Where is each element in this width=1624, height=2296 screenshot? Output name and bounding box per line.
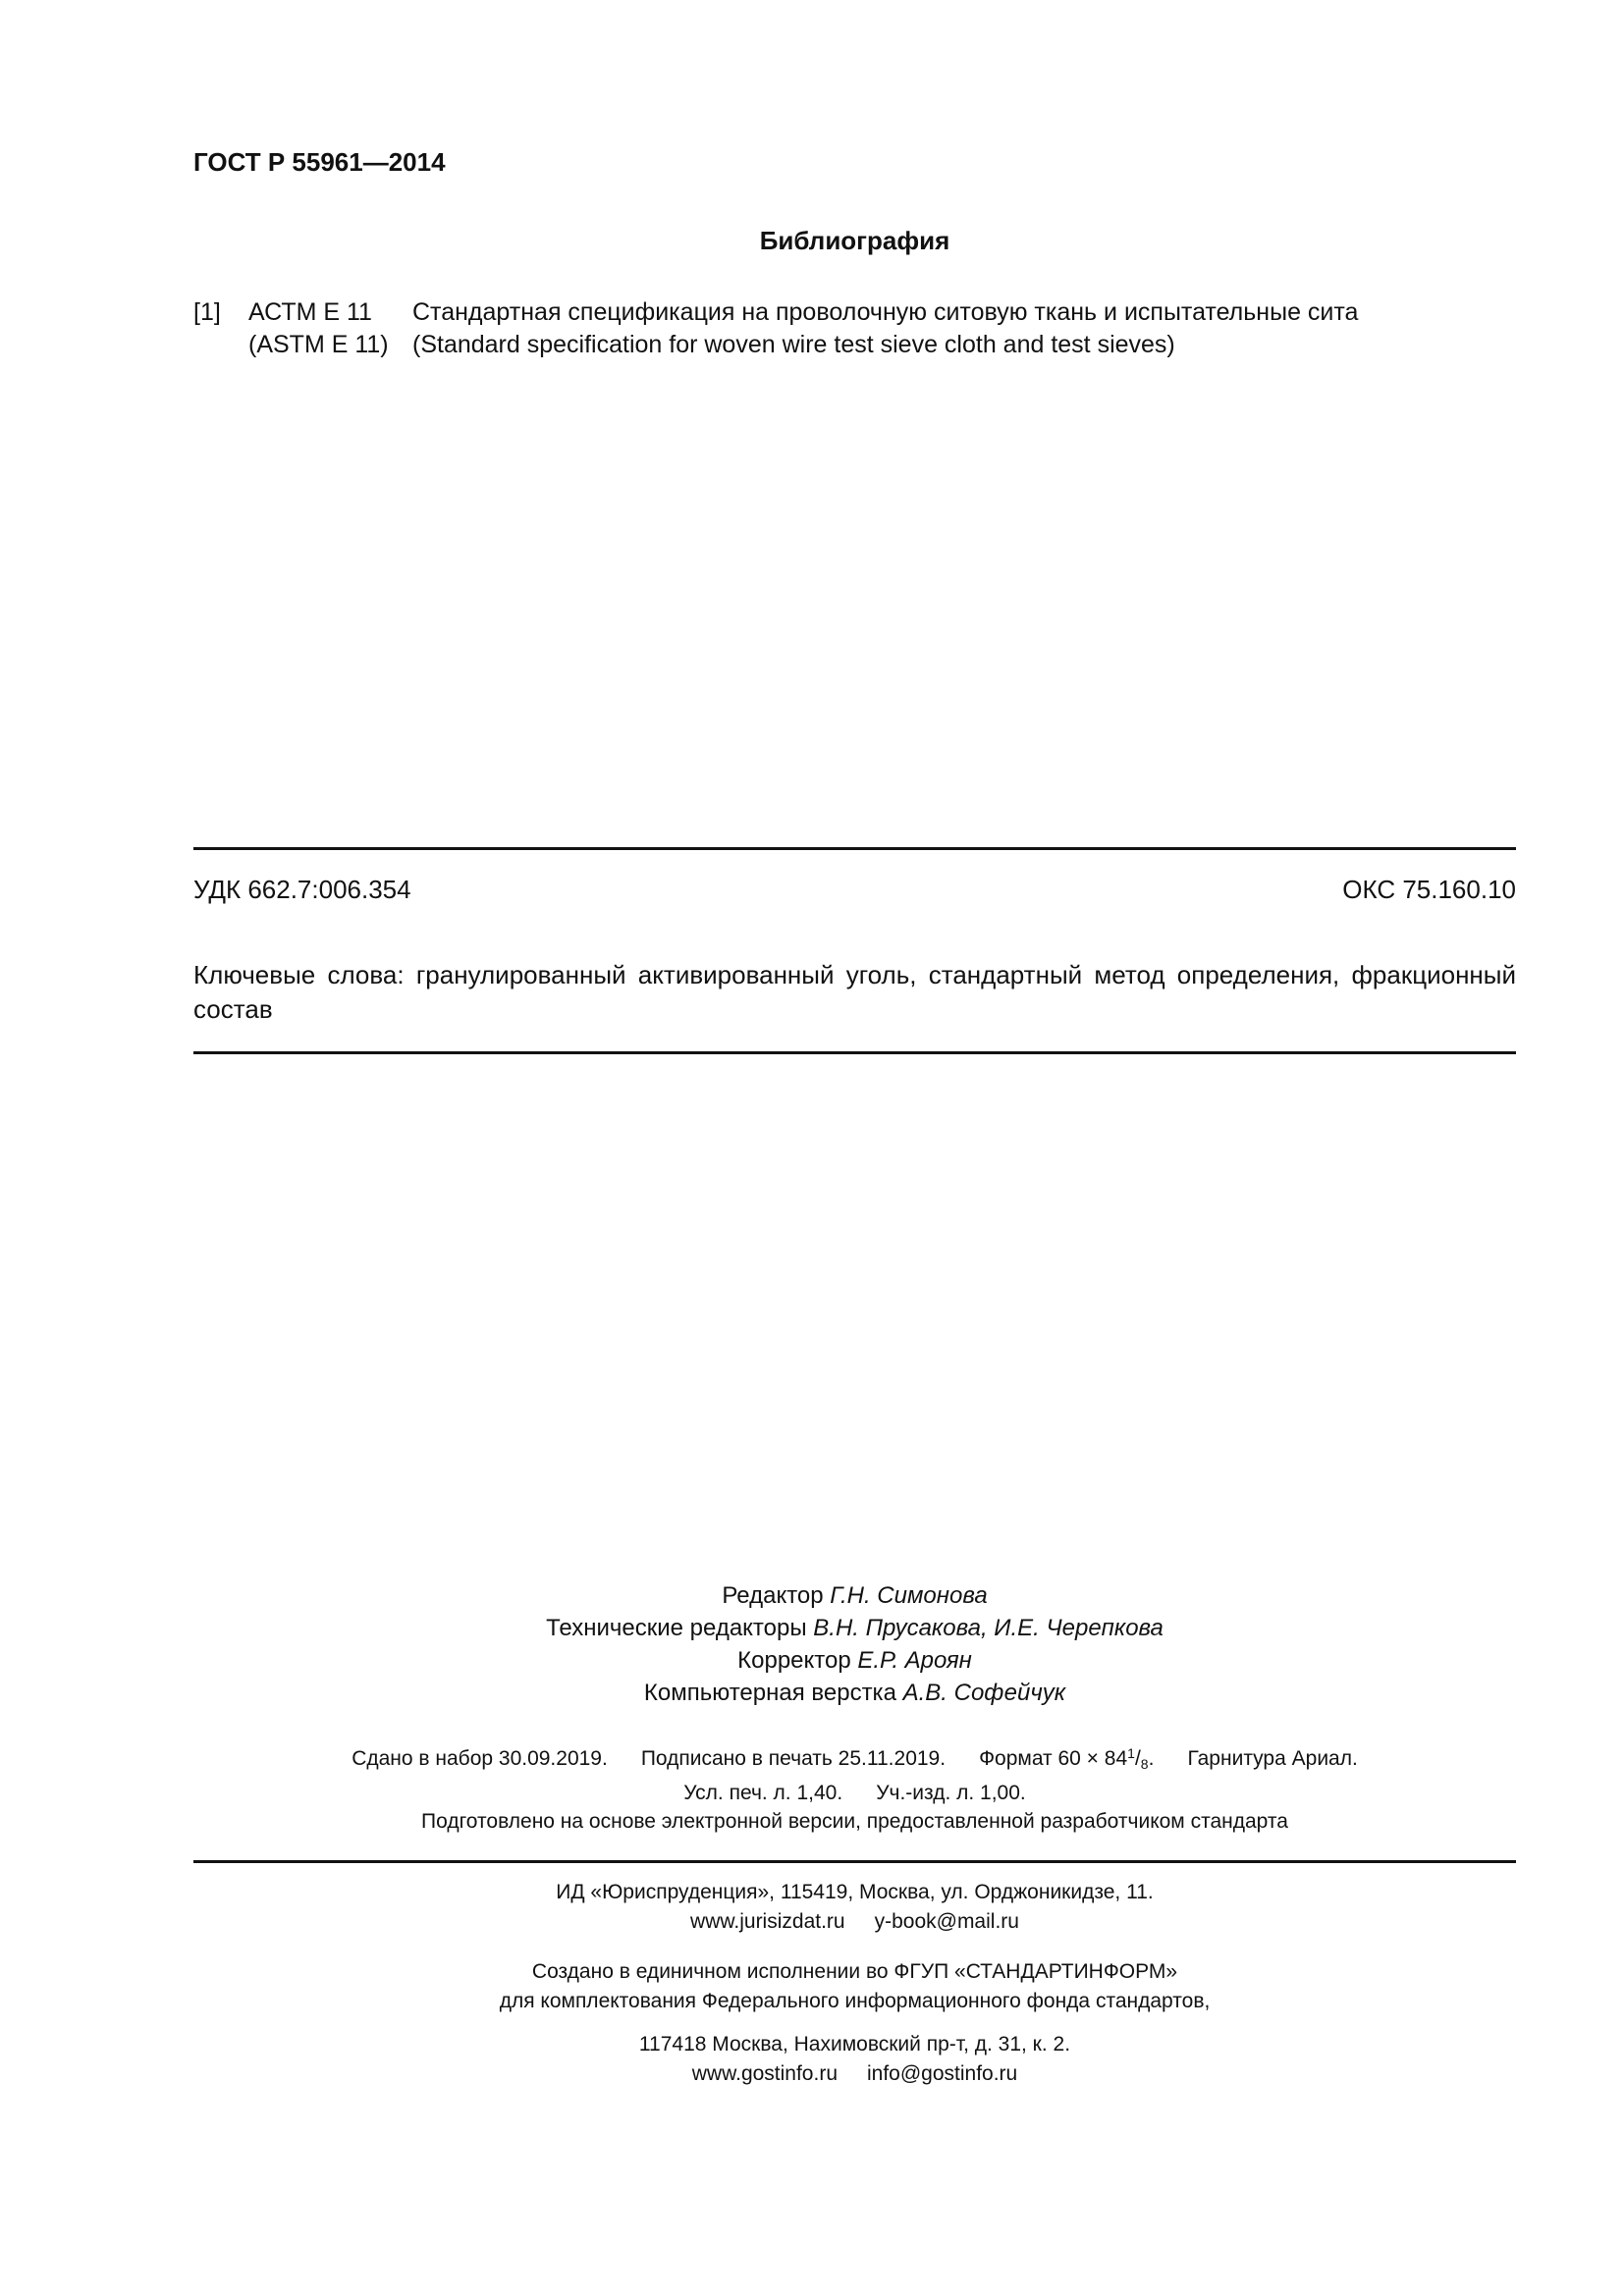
- standartinform-address: 117418 Москва, Нахимовский пр-т, д. 31, к. 2.: [638, 2033, 1071, 2056]
- editor-label: Редактор: [722, 1582, 824, 1609]
- standartinform-site: www.gostinfo.ru: [691, 2062, 838, 2085]
- standartinform-address-block: [193, 2030, 1516, 2089]
- divider-line: [193, 847, 1516, 850]
- standartinform-email: info@gostinfo.ru: [867, 2062, 1018, 2085]
- bibliography-title: Библиография: [759, 226, 950, 255]
- udk-code: УДК 662.7:006.354: [193, 875, 411, 904]
- standartinform-contacts: [193, 2059, 1516, 2089]
- keywords: Ключевые слова: гранулированный активированный уголь, стандартный метод определения, фракционный состав: [193, 960, 1516, 1024]
- corrector-label: Корректор: [737, 1647, 851, 1674]
- created-line-2: для комплектования Федерального информационного фонда стандартов,: [499, 1990, 1211, 2012]
- entry-title-ru: Стандартная спецификация на проволочную ситовую ткань и испытательные сита: [412, 298, 1359, 326]
- divider-line: [193, 1051, 1516, 1054]
- document-page: [193, 0, 1516, 2296]
- publisher-site: www.jurisizdat.ru: [690, 1910, 845, 1933]
- print-sheets: Усл. печ. л. 1,40.: [683, 1782, 843, 1804]
- entry-code-en: (ASTM E 11): [248, 331, 389, 358]
- oks-code: ОКС 75.160.10: [1342, 875, 1516, 904]
- publisher-block: [193, 1878, 1516, 1937]
- credits-block: [193, 1579, 1516, 1709]
- publisher-address: ИД «Юриспруденция», 115419, Москва, ул. Орджоникидзе, 11.: [556, 1881, 1154, 1903]
- entry-code: [248, 296, 389, 361]
- paper-format: Формат $60 \times 84^1/_8$.: [979, 1745, 1155, 1772]
- imprint-line-1: [193, 1739, 1516, 1779]
- corrector-name: Е.Р. Ароян: [857, 1647, 972, 1674]
- layout-line: [193, 1677, 1516, 1709]
- document-code: ГОСТ Р 55961—2014: [193, 147, 446, 177]
- entry-code-ru: АСТМ Е 11: [248, 298, 372, 326]
- tech-editors-line: [193, 1612, 1516, 1644]
- tech-editors-label: Технические редакторы: [546, 1615, 807, 1641]
- divider-line: [193, 1860, 1516, 1863]
- imprint-block: [193, 1739, 1516, 1807]
- prepared-note: Подготовлено на основе электронной версии, предоставленной разработчиком стандарта: [421, 1810, 1288, 1833]
- editor-line: [193, 1579, 1516, 1612]
- created-line-1: Создано в единичном исполнении во ФГУП «СТАНДАРТИНФОРМ»: [531, 1960, 1178, 1983]
- corrector-line: [193, 1644, 1516, 1677]
- entry-title: [412, 296, 1358, 361]
- layout-name: А.В. Софейчук: [902, 1680, 1066, 1706]
- tech-editors-names: В.Н. Прусакова, И.Е. Черепкова: [813, 1615, 1164, 1641]
- publisher-contacts: [193, 1907, 1516, 1937]
- layout-label: Компьютерная верстка: [643, 1680, 896, 1706]
- publisher-email: y-book@mail.ru: [874, 1910, 1019, 1933]
- entry-number: [1]: [193, 298, 221, 326]
- typeface: Гарнитура Ариал.: [1187, 1747, 1358, 1770]
- submitted-date: Сдано в набор 30.09.2019.: [352, 1747, 608, 1770]
- publ-sheets: Уч.-изд. л. 1,00.: [876, 1782, 1026, 1804]
- signed-date: Подписано в печать 25.11.2019.: [640, 1747, 947, 1770]
- entry-title-en: (Standard specification for woven wire test sieve cloth and test sieves): [412, 331, 1175, 358]
- created-block: [193, 1957, 1516, 2016]
- imprint-line-2: [193, 1779, 1516, 1807]
- editor-name: Г.Н. Симонова: [830, 1582, 988, 1609]
